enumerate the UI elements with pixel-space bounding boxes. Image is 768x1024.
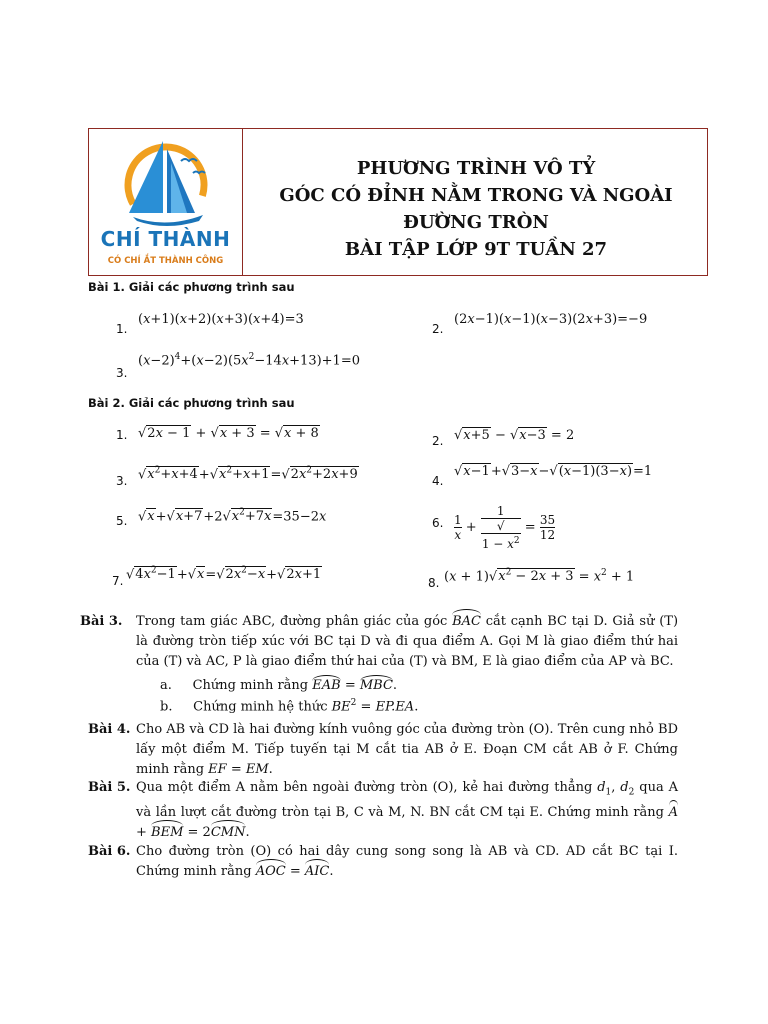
title-line-1: PHƯƠNG TRÌNH VÔ TỶ xyxy=(356,158,596,179)
bai2-item-num: 5. xyxy=(116,514,128,528)
bai5-text: Qua một điểm A nằm bên ngoài đường tròn (O), kẻ hai đường thẳng $d_1$, $d_2$ qua A và lần lượt cắt đường tròn tại B, C và M, N. BN cắt CM tại E. Chứng minh rằng A + BEM = 2CMN. xyxy=(136,778,678,843)
bai2-equation: $\frac{1}{x}$ + 1 √ $1 - x^2$ = $\frac{35}{12}$ xyxy=(454,504,556,551)
bai3-sub-a: a. Chứng minh rằng EAB = MBC. xyxy=(160,678,398,693)
bai2-equation: $√x+√x+7+2√x^2+7x=35-2x$ xyxy=(138,508,327,525)
bai1-heading: Bài 1. Giải các phương trình sau xyxy=(88,280,295,294)
bai2-equation: √x+5 − √x−3 = 2 xyxy=(454,428,575,443)
bai2-item-num: 6. xyxy=(432,516,444,530)
bai2-item-num: 3. xyxy=(116,474,128,488)
bai1-item-num: 3. xyxy=(116,366,128,380)
bai4-text-body: Cho AB và CD là hai đường kính vuông góc của đường tròn (O). Trên cung nhỏ BD lấy một điểm M. Tiếp tuyến tại M cắt tia AB ở E. Đoạn CM cắt AB ở F. Chứng minh rằng xyxy=(136,722,678,777)
bai2-item-num: 7. xyxy=(112,574,124,588)
title-line-4: BÀI TẬP LỚP 9T TUẦN 27 xyxy=(344,239,608,260)
bai1-item-num: 2. xyxy=(432,322,444,336)
bai3-sub-a-label: a. xyxy=(160,678,172,693)
bai5 xyxy=(80,778,678,843)
bai2-equation: $√x^2+x+4+√x^2+x+1=√2x^2+2x+9$ xyxy=(138,466,358,483)
bai6 xyxy=(80,842,678,882)
bai1-equation: (x+1)(x+2)(x+3)(x+4)=3 xyxy=(138,312,304,327)
title-line-2: GÓC CÓ ĐỈNH NẰM TRONG VÀ NGOÀI xyxy=(279,185,673,206)
title-block xyxy=(245,155,707,263)
brand-slogan: CÓ CHÍ ẮT THÀNH CÔNG xyxy=(107,256,224,266)
header-divider xyxy=(242,129,243,275)
bai2-item-num: 1. xyxy=(116,428,128,442)
bai2-equation: $(x + 1)√x^2 - 2x + 3 = x^2 + 1$ xyxy=(444,568,635,585)
bai5-label: Bài 5. xyxy=(88,780,131,795)
bai2-item-num: 8. xyxy=(428,576,440,590)
bai3-sub-b-text: Chứng minh hệ thức xyxy=(193,699,328,715)
bai6-label: Bài 6. xyxy=(88,844,131,859)
bai5-text-b: qua A và lần lượt cắt đường tròn tại B, C và M, N. BN cắt CM tại E. Chứng minh rằng xyxy=(136,780,679,820)
bai5-text-a: Qua một điểm A nằm bên ngoài đường tròn (O), kẻ hai đường thẳng xyxy=(136,780,593,795)
bai6-text: Cho đường tròn (O) có hai dây cung song song là AB và CD. AD cắt BC tại I. Chứng minh rằng AOC = AIC. xyxy=(136,842,678,882)
bai1-item-num: 1. xyxy=(116,322,128,336)
bai3 xyxy=(80,612,678,672)
bai2-item-num: 2. xyxy=(432,434,444,448)
bai2-equation: $√4x^2-1+√x=√2x^2-x+√2x+1$ xyxy=(126,566,322,583)
bai6-text-body: Cho đường tròn (O) có hai dây cung song song là AB và CD. AD cắt BC tại I. Chứng minh rằng xyxy=(136,844,678,879)
bai4-text: Cho AB và CD là hai đường kính vuông góc của đường tròn (O). Trên cung nhỏ BD lấy một điểm M. Tiếp tuyến tại M cắt tia AB ở E. Đoạn CM cắt AB ở F. Chứng minh rằng EF = EM. xyxy=(136,722,678,777)
header-box xyxy=(88,128,708,276)
bai4 xyxy=(80,720,678,780)
logo xyxy=(89,129,242,275)
bai2-heading: Bài 2. Giải các phương trình sau xyxy=(88,396,295,410)
bai3-text: Trong tam giác ABC, đường phân giác của góc BAC cắt cạnh BC tại D. Giả sử (T) là đường tròn tiếp xúc với BC tại D và đi qua điểm A. Gọi M là giao điểm thứ hai của (T) và AC, P là giao điểm thứ hai của (T) và BM, E là giao điểm của AP và BC. xyxy=(136,614,679,669)
bai2-equation: √2x − 1 + √x + 3 = √x + 8 xyxy=(138,426,319,441)
sailboat-logo-icon xyxy=(111,133,221,229)
bai3-sub-b: b. Chứng minh hệ thức $BE^2 = EP.EA$. xyxy=(160,698,419,715)
bai2-item-num: 4. xyxy=(432,474,444,488)
bai1-equation: $(x-2)^4+(x-2)(5x^2-14x+13)+1=0$ xyxy=(138,352,360,369)
bai3-text-b: cắt cạnh BC tại D. Giả sử (T) là đường tròn tiếp xúc với BC tại D và đi qua điểm A. Gọi M là giao điểm thứ hai của (T) và AC, P là giao điểm thứ hai của (T) và BM, E là giao điểm của AP và BC. xyxy=(136,614,679,669)
bai3-label: Bài 3. xyxy=(80,614,123,629)
bai4-label: Bài 4. xyxy=(88,722,131,737)
bai3-sub-b-label: b. xyxy=(160,699,173,715)
bai1-equation: (2x−1)(x−1)(x−3)(2x+3)=−9 xyxy=(454,312,648,327)
bai2-equation: √x−1+√3−x−√(x−1)(3−x)=1 xyxy=(454,464,653,479)
bai3-text-a: Trong tam giác ABC, đường phân giác của góc xyxy=(136,614,448,629)
brand-name: CHÍ THÀNH xyxy=(100,227,231,251)
title-line-3: ĐƯỜNG TRÒN xyxy=(403,212,549,233)
bai3-sub-a-text: Chứng minh rằng xyxy=(192,678,309,693)
